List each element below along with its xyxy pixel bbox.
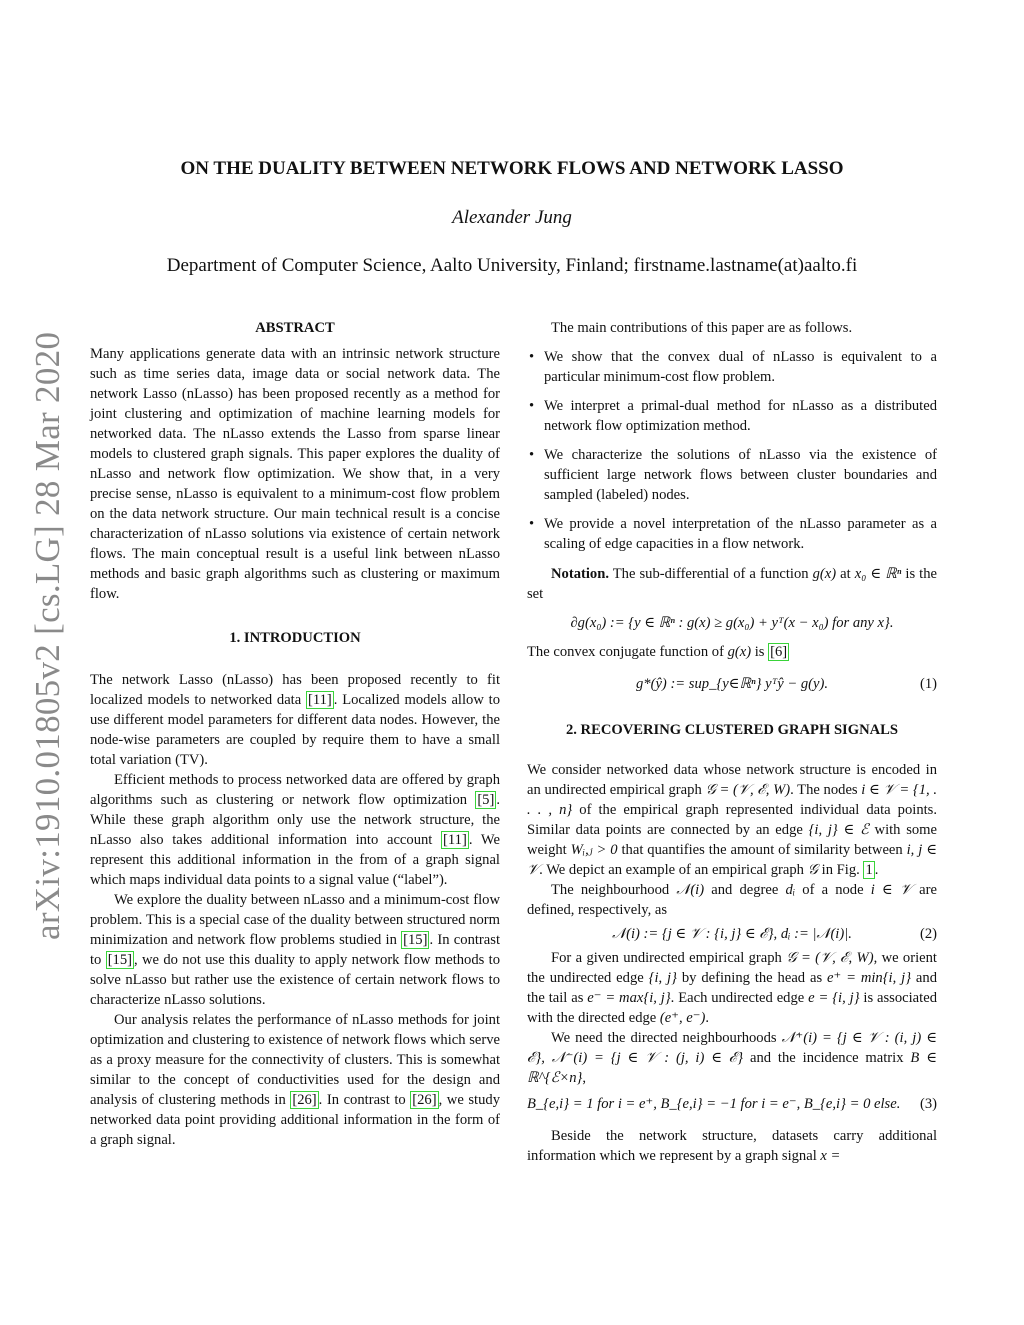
citation-link[interactable]: [5] — [477, 792, 495, 808]
subdifferential-equation: ∂g(x₀) := {y ∈ ℝⁿ : g(x) ≥ g(x₀) + yᵀ(x − x₀) for any x}. — [570, 615, 894, 631]
equation-2: 𝒩(i) := {j ∈ 𝒱 : {i, j} ∈ ℰ}, dᵢ := |𝒩(i)|. (2) — [612, 926, 937, 942]
citation-link[interactable]: [15] — [403, 932, 428, 948]
equation-1: g*(ŷ) := sup_{y∈ℝⁿ} yᵀŷ − g(y). (1) — [636, 676, 937, 692]
list-item: • We provide a novel interpretation of the nLasso parameter as a scaling of edge capacities in a flow network. — [527, 514, 937, 554]
citation-link[interactable]: [26] — [412, 1092, 437, 1108]
citation-link[interactable]: [6] — [770, 644, 788, 660]
author: Alexander Jung — [452, 207, 572, 228]
citation-link[interactable]: [11] — [307, 692, 332, 708]
citation-link[interactable]: [11] — [443, 832, 467, 848]
abstract-heading: ABSTRACT — [255, 320, 335, 336]
section-2-paragraph-4: We need the directed neighbourhoods 𝒩⁺(i) = {j ∈ 𝒱 : (i, j) ∈ ℰ}, 𝒩⁻(i) = {j ∈ 𝒱 : (j, i) ∈ ℰ} and the incidence matrix B ∈ ℝ^{ℰ×n}, — [527, 1030, 937, 1086]
section-2-paragraph-2: The neighbourhood 𝒩(i) and degree dᵢ of a node i ∈ 𝒱 are defined, respectively, as — [527, 882, 937, 918]
paper-title: ON THE DUALITY BETWEEN NETWORK FLOWS AND NETWORK LASSO — [180, 158, 844, 179]
equation-number: (2) — [919, 926, 937, 942]
section-2-paragraph-3: For a given undirected empirical graph 𝒢 = (𝒱, ℰ, W), we orient the undirected edge {i, j} by defining the head as e⁺ = min{i, j} and the tail as e⁻ = max{i, j}. Each undirected edge e = {i, j} is associated with the directed edge (e⁺, e⁻). — [527, 950, 938, 1026]
equation-number: (1) — [919, 676, 937, 692]
section-2-paragraph-1: We consider networked data whose network structure is encoded in an undirected empirical graph 𝒢 = (𝒱, ℰ, W). The nodes i ∈ 𝒱 = {1, . . . , n} of the empirical graph represented individual data points. Similar data points are connected by an edge {i, j} ∈ ℰ with some weight Wᵢ,ⱼ > 0 that quantifies the amount of similarity between i, j ∈ 𝒱. We depict an example of an empirical graph 𝒢 in Fig. 1 . — [527, 762, 938, 878]
section-1-heading: 1. INTRODUCTION — [229, 630, 361, 646]
section-2-paragraph-5: Beside the network structure, datasets carry additional information which we represent by a graph signal x = — [527, 1128, 937, 1164]
citation-link[interactable]: [26] — [292, 1092, 317, 1108]
section-2-heading: 2. RECOVERING CLUSTERED GRAPH SIGNALS — [565, 722, 899, 738]
right-column — [527, 318, 937, 1166]
equation-3: B_{e,i} = 1 for i = e⁺, B_{e,i} = −1 for i = e⁻, B_{e,i} = 0 else. (3) — [527, 1096, 937, 1112]
intro-paragraph-1: The network Lasso (nLasso) has been proposed recently to fit localized models to networked data [11] . Localized models allow to use different model parameters for different data nodes. However, the node-wise parameters are coupled by require them to have a small total variation (TV). — [90, 672, 500, 768]
intro-paragraph-2: Efficient methods to process networked data are offered by graph algorithms such as clustering or network flow optimization [5] . While these graph algorithm only use the network structure, the nLasso also takes additional information into account [11] . We represent this additional information in the from of a graph signal which maps individual data points to a signal value (“label”). — [90, 772, 500, 888]
intro-paragraph-4: Our analysis relates the performance of nLasso methods for joint optimization and clustering to existence of network flows which serve as a proxy measure for the connectivity of clusters. This is somewhat similar to the concept of conductivities used for the design and analysis of clustering methods in [26] . In contrast to [26] , we study networked data point providing additional information in the form of a graph signal. — [90, 1012, 500, 1148]
left-column — [90, 318, 500, 1150]
citation-link[interactable]: [15] — [107, 952, 133, 968]
equation-number: (3) — [919, 1096, 937, 1112]
arxiv-identifier: arXiv:1910.01805v2 [cs.LG] 28 Mar 2020 — [28, 331, 67, 940]
notation-paragraph: Notation. The sub-differential of a function g(x) at x₀ ∈ ℝⁿ is the set — [527, 566, 937, 602]
abstract-text: Many applications generate data with an intrinsic network structure such as time series data, image data or social network data. The network Lasso (nLasso) has been proposed recently as a method for joint clustering and optimization of machine learning models for networked data. The nLasso extends the Lasso from sparse linear models to clustered graph signals. This paper explores the duality of nLasso and network flow optimization. We show that, in a very precise sense, nLasso is equivalent to a minimum-cost flow problem on the data network structure. Our main technical result is a concise characterization of nLasso solutions via existence of certain network flows. The main conceptual result is a useful link between nLasso methods and basic graph algorithms such as clustering or maximum flow. — [90, 346, 500, 602]
contributions-list — [527, 347, 937, 554]
affiliation: Department of Computer Science, Aalto University, Finland; firstname.lastname(at)aalto.fi — [166, 255, 858, 276]
list-item: • We characterize the solutions of nLasso via the existence of sufficient large network flows between cluster boundaries and sampled (labeled) nodes. — [527, 445, 937, 505]
list-item: • We interpret a primal-dual method for nLasso as a distributed network flow optimization method. — [527, 396, 937, 436]
list-item: • We show that the convex dual of nLasso is equivalent to a particular minimum-cost flow problem. — [527, 347, 937, 387]
conjugate-paragraph: The convex conjugate function of g(x) is [6] — [527, 644, 788, 660]
intro-paragraph-3: We explore the duality between nLasso and a minimum-cost flow problem. This is a special case of the duality between structured norm minimization and network flow problems studied in [15] . In contrast to [15] , we do not use this duality to apply network flow methods to solve nLasso but rather use the existence of certain network flows to characterize nLasso solutions. — [90, 892, 501, 1008]
figure-link[interactable]: 1 — [865, 862, 873, 878]
contributions-lead: The main contributions of this paper are as follows. — [551, 320, 853, 336]
